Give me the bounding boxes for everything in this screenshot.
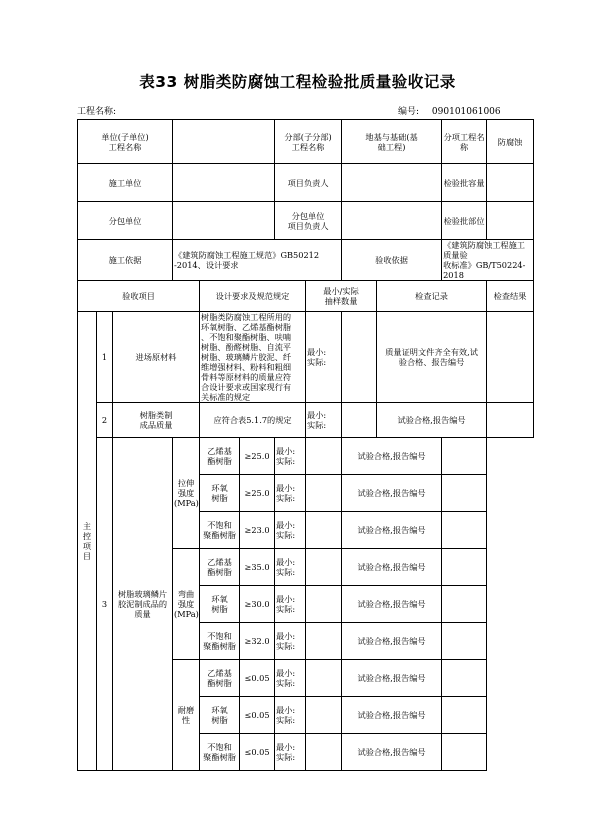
row1-name: 进场原材料	[113, 312, 200, 403]
flexural-record-3: 试验合格,报告编号	[342, 623, 442, 660]
contractor-label: 施工单位	[78, 164, 173, 202]
abrasion-sampling-blank-1[interactable]	[306, 660, 342, 697]
tensile-sampling-3[interactable]: 最小: 实际:	[275, 512, 306, 549]
row1-result[interactable]	[487, 312, 534, 403]
row2-name: 树脂类制 成品质量	[113, 403, 200, 438]
batch-location-label: 检验批部位	[442, 202, 487, 240]
flexural-value-1: ≥35.0	[240, 549, 275, 586]
abrasion-value-2: ≤0.05	[240, 697, 275, 734]
abrasion-record-2: 试验合格,报告编号	[342, 697, 442, 734]
number-label: 编号:	[398, 107, 420, 117]
row2-no: 2	[97, 403, 113, 438]
abrasion-resin-2: 环氧 树脂	[200, 697, 240, 734]
flexural-sampling-blank-1[interactable]	[306, 549, 342, 586]
abrasion-resin-3: 不饱和 聚酯树脂	[200, 734, 240, 771]
batch-location-value[interactable]	[487, 202, 534, 240]
tensile-record-1: 试验合格,报告编号	[342, 438, 442, 475]
row2-sampling-blank[interactable]	[342, 403, 377, 438]
row2-record: 试验合格,报告编号	[377, 403, 487, 438]
subcontractor-value[interactable]	[173, 202, 275, 240]
abrasion-result-3[interactable]	[442, 734, 487, 771]
col-design: 设计要求及规范规定	[200, 281, 306, 312]
main-control-label: 主 控 项 目	[78, 312, 97, 771]
flexural-record-2: 试验合格,报告编号	[342, 586, 442, 623]
flexural-result-1[interactable]	[442, 549, 487, 586]
flexural-result-2[interactable]	[442, 586, 487, 623]
sub-pm-label: 分包单位 项目负责人	[275, 202, 342, 240]
abrasion-result-1[interactable]	[442, 660, 487, 697]
batch-capacity-label: 检验批容量	[442, 164, 487, 202]
acceptance-basis-value[interactable]: 《建筑防腐蚀工程施工质量验 收标准》GB/T50224-2018	[442, 240, 534, 281]
number-value: 090101061006	[431, 107, 501, 117]
abrasion-record-3: 试验合格,报告编号	[342, 734, 442, 771]
acceptance-basis-label: 验收依据	[342, 240, 442, 281]
abrasion-resin-1: 乙烯基 酯树脂	[200, 660, 240, 697]
pm-label: 项目负责人	[275, 164, 342, 202]
tensile-resin-1: 乙烯基 酯树脂	[200, 438, 240, 475]
contractor-value[interactable]	[173, 164, 275, 202]
subcontractor-label: 分包单位	[78, 202, 173, 240]
row1-sampling-blank[interactable]	[342, 312, 377, 403]
row3-name: 树脂玻璃鳞片 胶泥制成品的 质量	[113, 438, 173, 771]
tensile-resin-2: 环氧 树脂	[200, 475, 240, 512]
flexural-record-1: 试验合格,报告编号	[342, 549, 442, 586]
basis-value[interactable]: 《建筑防腐蚀工程施工规范》GB50212 -2014、设计要求	[173, 240, 342, 281]
row1-record[interactable]: 质量证明文件齐全有效,试 验合格、报告编号	[377, 312, 487, 403]
tensile-value-2: ≥25.0	[240, 475, 275, 512]
sub-pm-value[interactable]	[342, 202, 442, 240]
batch-capacity-value[interactable]	[487, 164, 534, 202]
unit-label: 单位(子单位) 工程名称	[78, 120, 173, 164]
col-item: 验收项目	[78, 281, 200, 312]
col-result: 检查结果	[487, 281, 534, 312]
row1-no: 1	[97, 312, 113, 403]
flexural-resin-3: 不饱和 聚酯树脂	[200, 623, 240, 660]
row1-design: 树脂类防腐蚀工程所用的 环氧树脂、乙烯基酯树脂 、不饱和聚酯树脂、呋喃 树脂、酚醛树脂、自流平 树脂、玻璃鳞片胶泥、纤 维增强材料、粉料和粗细 骨料等原材料的质量应符 合设计要求或国家现行有 关标准的规定	[200, 312, 306, 403]
row2-sampling[interactable]: 最小: 实际:	[306, 403, 342, 438]
flexural-result-3[interactable]	[442, 623, 487, 660]
pm-value[interactable]	[342, 164, 442, 202]
abrasion-sampling-blank-2[interactable]	[306, 697, 342, 734]
flexural-sampling-2[interactable]: 最小: 实际:	[275, 586, 306, 623]
abrasion-sampling-2[interactable]: 最小: 实际:	[275, 697, 306, 734]
tensile-result-2[interactable]	[442, 475, 487, 512]
flexural-resin-1: 乙烯基 酯树脂	[200, 549, 240, 586]
tensile-record-3: 试验合格,报告编号	[342, 512, 442, 549]
tensile-value-3: ≥23.0	[240, 512, 275, 549]
row2-design: 应符合表5.1.7的规定	[200, 403, 306, 438]
group-flexural-name: 弯曲 强度 (MPa)	[173, 549, 200, 660]
abrasion-value-3: ≤0.05	[240, 734, 275, 771]
flexural-value-3: ≥32.0	[240, 623, 275, 660]
abrasion-sampling-1[interactable]: 最小: 实际:	[275, 660, 306, 697]
row2-result[interactable]	[487, 403, 534, 438]
project-name-label: 工程名称:	[77, 107, 117, 117]
page-title: 表33 树脂类防腐蚀工程检验批质量验收记录	[139, 73, 456, 91]
abrasion-sampling-blank-3[interactable]	[306, 734, 342, 771]
flexural-sampling-blank-2[interactable]	[306, 586, 342, 623]
tensile-sampling-2[interactable]: 最小: 实际:	[275, 475, 306, 512]
unit-value[interactable]	[173, 120, 275, 164]
subitem-value[interactable]: 防腐蚀	[487, 120, 534, 164]
group-tensile-name: 拉伸 强度 (MPa)	[173, 438, 200, 549]
col-record: 检查记录	[377, 281, 487, 312]
abrasion-value-1: ≤0.05	[240, 660, 275, 697]
flexural-sampling-1[interactable]: 最小: 实际:	[275, 549, 306, 586]
tensile-sampling-1[interactable]: 最小: 实际:	[275, 438, 306, 475]
abrasion-sampling-3[interactable]: 最小: 实际:	[275, 734, 306, 771]
abrasion-result-2[interactable]	[442, 697, 487, 734]
col-sampling: 最小/实际 抽样数量	[306, 281, 377, 312]
record-number	[398, 104, 501, 117]
flexural-sampling-3[interactable]: 最小: 实际:	[275, 623, 306, 660]
flexural-sampling-blank-3[interactable]	[306, 623, 342, 660]
flexural-value-2: ≥30.0	[240, 586, 275, 623]
subdivision-label: 分部(子分部) 工程名称	[275, 120, 342, 164]
group-abrasion-name: 耐磨 性	[173, 660, 200, 771]
subitem-label: 分项工程名称	[442, 120, 487, 164]
row3-no: 3	[97, 438, 113, 771]
abrasion-record-1: 试验合格,报告编号	[342, 660, 442, 697]
acceptance-record-table	[77, 119, 534, 771]
tensile-record-2: 试验合格,报告编号	[342, 475, 442, 512]
basis-label: 施工依据	[78, 240, 173, 281]
tensile-resin-3: 不饱和 聚酯树脂	[200, 512, 240, 549]
tensile-result-1[interactable]	[442, 438, 487, 475]
tensile-value-1: ≥25.0	[240, 438, 275, 475]
subdivision-value[interactable]: 地基与基础(基 础工程)	[342, 120, 442, 164]
tensile-sampling-blank-1[interactable]	[306, 438, 342, 475]
flexural-resin-2: 环氧 树脂	[200, 586, 240, 623]
tensile-result-3[interactable]	[442, 512, 487, 549]
tensile-sampling-blank-2[interactable]	[306, 475, 342, 512]
tensile-sampling-blank-3[interactable]	[306, 512, 342, 549]
row1-sampling[interactable]: 最小: 实际:	[306, 312, 342, 403]
